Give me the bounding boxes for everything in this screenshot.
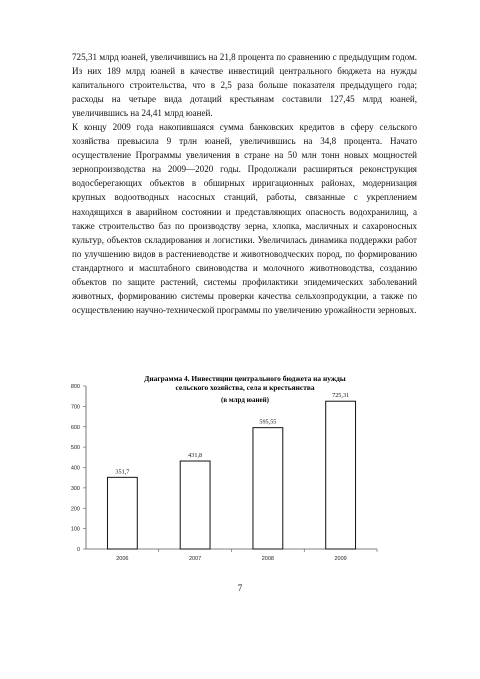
chart-title-line-2: сельского хозяйства, села и крестьянства bbox=[175, 383, 315, 392]
chart-subtitle: (в млрд юаней) bbox=[220, 396, 270, 404]
bar bbox=[180, 461, 210, 549]
chart-bars bbox=[107, 392, 355, 549]
x-tick-label: 2008 bbox=[261, 556, 274, 562]
y-tick-label: 800 bbox=[70, 384, 80, 390]
page-number: 7 bbox=[237, 583, 243, 593]
x-tick-label: 2006 bbox=[116, 556, 129, 562]
bar-value-label: 431,8 bbox=[188, 452, 203, 460]
y-tick-label: 300 bbox=[70, 485, 80, 492]
chart-svg bbox=[62, 372, 382, 580]
bar-value-label: 725,31 bbox=[332, 392, 350, 400]
y-tick-label: 200 bbox=[70, 506, 80, 513]
y-tick-label: 0 bbox=[76, 547, 80, 553]
bar bbox=[107, 477, 137, 549]
bar-value-label: 595,55 bbox=[259, 418, 277, 426]
bar bbox=[326, 401, 356, 549]
chart-title-line-1: Диаграмма 4. Инвестиции центрального бюджета на нужды bbox=[144, 374, 346, 383]
bar-value-label: 351,7 bbox=[115, 468, 130, 476]
paragraph-2: К концу 2009 года накопившаяся сумма банковских кредитов в сферу сельского хозяйства превысила 9 трлн юаней, увеличившись на 34,8 процента. Начато осуществление Программы увеличения в стране на 50 млн тонн новых мощностей зернопроизводства на 2009—2020 годы. Продолжали расширяться реконструкция водосберегающих объектов в обширных ирригационных районах, модернизация крупных водоотводных насосных станций, работы, связанные с укреплением находящихся в аварийном состоянии и представляющих опасность водохранилищ, а также строительство баз по производству зерна, хлопка, масличных и сахароносных культур, объектов складирования и логистики. Увеличилась динамика поддержки работ по улучшению видов в растениеводстве и животноводческих пород, по формированию стандартного и масштабного свиноводства и молочного животноводства, созданию объектов по защите растений, системы профилактики эпидемических заболеваний животных, формированию системы проверки качества сельхозпродукции, а также по осуществлению научно-технической программы по увеличению урожайности зерновых. bbox=[72, 122, 417, 315]
y-tick-label: 500 bbox=[70, 445, 80, 452]
x-tick-label: 2009 bbox=[334, 556, 347, 562]
y-tick-label: 700 bbox=[70, 404, 80, 411]
paragraph-1: 725,31 млрд юаней, увеличившись на 21,8 процента по сравнению с предыдущим годом. Из них 189 млрд юаней в качестве инвестиций центрального бюджета на нужды капитального строительства, что в 2,5 раза больше показателя предыдущего года; расходы на четыре вида дотаций крестьянам составили 127,45 млрд юаней, увеличившись на 24,41 млрд юаней. bbox=[72, 52, 417, 119]
bar bbox=[253, 428, 283, 549]
investment-chart bbox=[62, 372, 382, 580]
y-tick-label: 100 bbox=[70, 526, 80, 533]
y-tick-label: 600 bbox=[70, 424, 80, 431]
y-tick-label: 400 bbox=[70, 465, 80, 472]
x-tick-label: 2007 bbox=[189, 556, 202, 562]
body-text bbox=[72, 50, 417, 317]
